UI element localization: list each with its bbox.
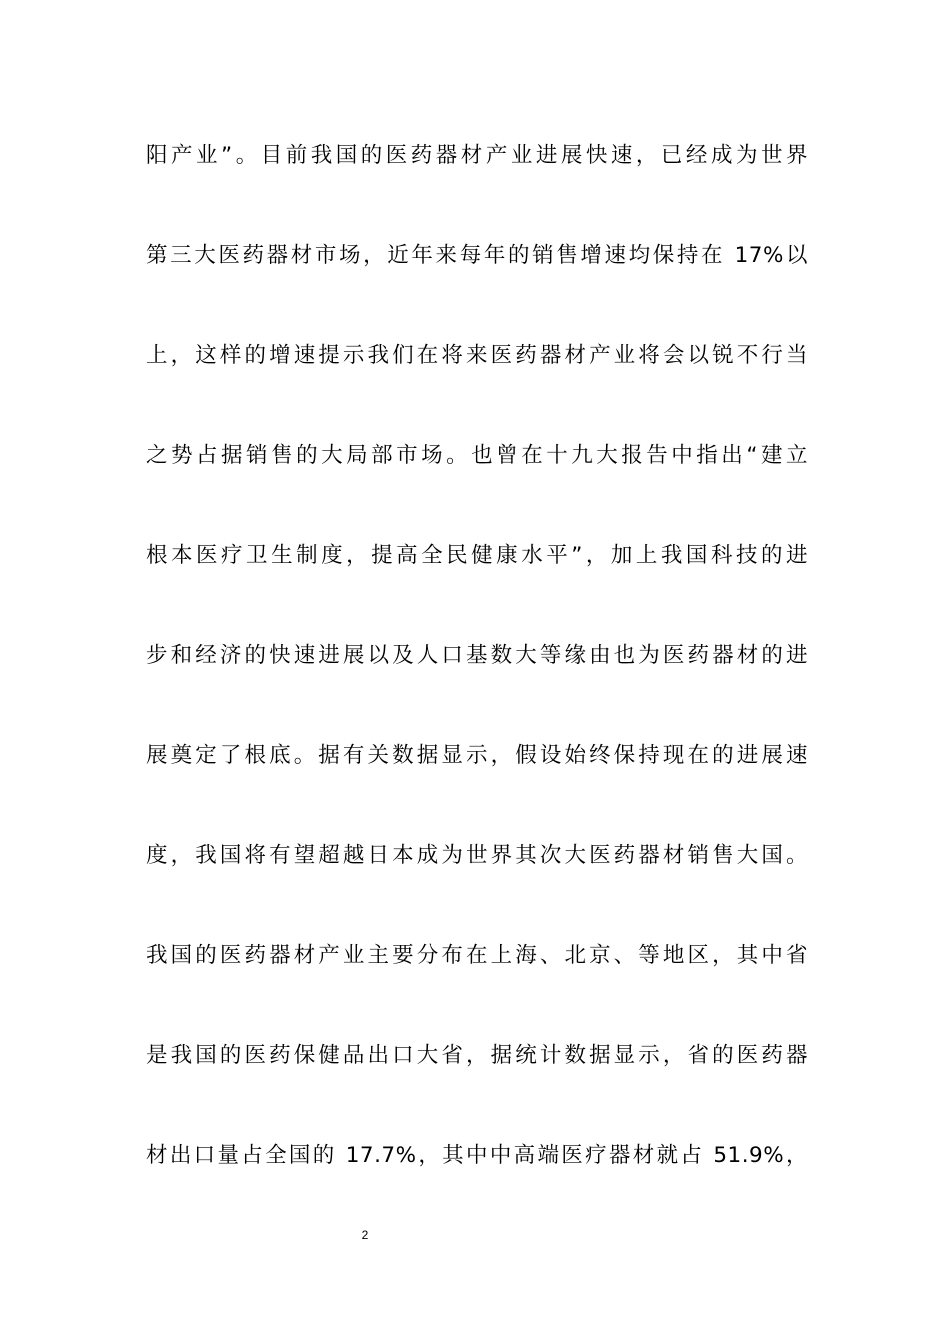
page-number: 2: [361, 1228, 369, 1242]
text-line-9: 我国的医药器材产业主要分布在上海、北京、等地区，其中省: [146, 943, 808, 968]
text-line-11: 材出口量占全国的 17.7%，其中中高端医疗器材就占 51.9%，: [146, 1143, 808, 1168]
body-text: [146, 126, 808, 1226]
text-line-5: 根本医疗卫生制度，提高全民健康水平”，加上我国科技的进: [146, 543, 808, 568]
text-line-2: 第三大医药器材市场，近年来每年的销售增速均保持在 17%以: [146, 243, 808, 268]
text-line-1: 阳产业”。目前我国的医药器材产业进展快速，已经成为世界: [146, 143, 808, 168]
text-line-7: 展奠定了根底。据有关数据显示，假设始终保持现在的进展速: [146, 743, 808, 768]
text-line-4: 之势占据销售的大局部市场。也曾在十九大报告中指出“建立: [146, 443, 808, 468]
text-line-3: 上，这样的增速提示我们在将来医药器材产业将会以锐不行当: [146, 343, 808, 368]
text-line-6: 步和经济的快速进展以及人口基数大等缘由也为医药器材的进: [146, 643, 808, 668]
text-line-10: 是我国的医药保健品出口大省，据统计数据显示，省的医药器: [146, 1043, 808, 1068]
text-line-8: 度，我国将有望超越日本成为世界其次大医药器材销售大国。: [146, 843, 808, 868]
